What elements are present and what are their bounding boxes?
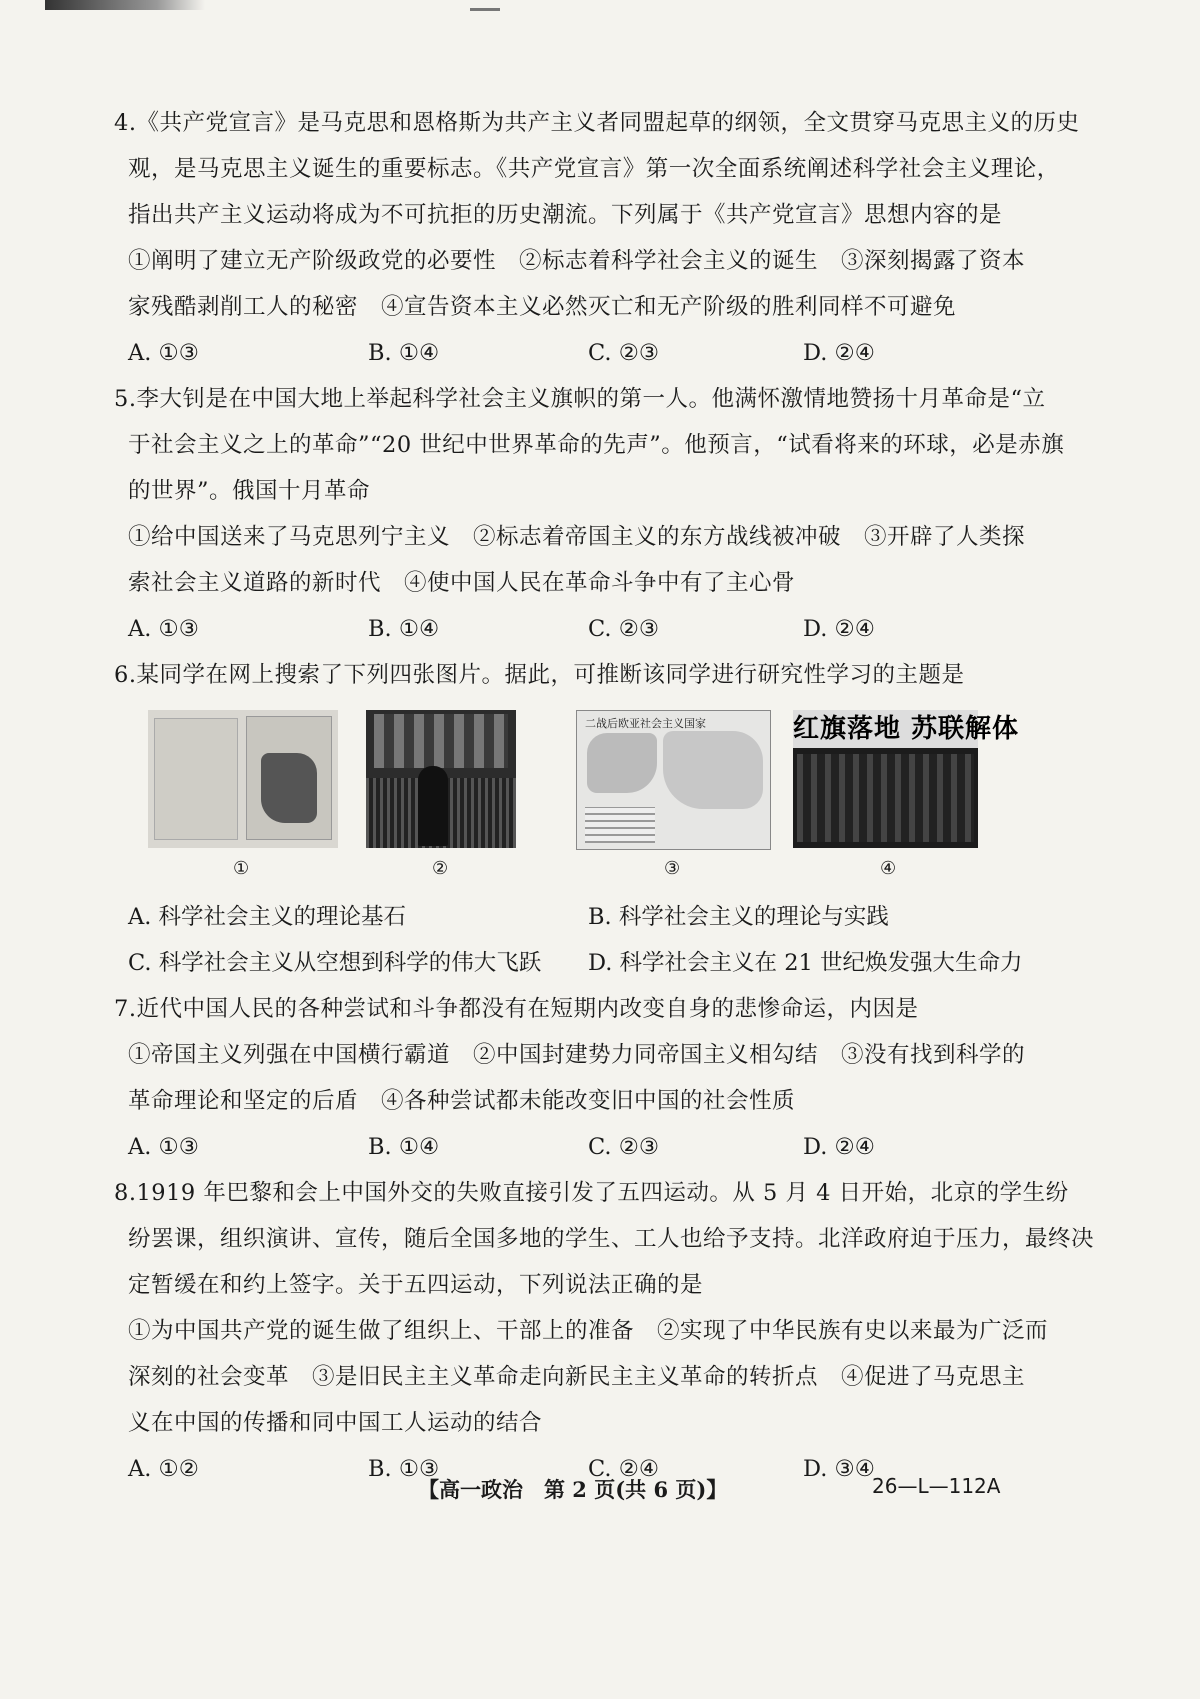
option-a: A. ①② <box>128 1456 199 1482</box>
question-5 <box>114 376 1128 652</box>
option-c: C. ②③ <box>588 340 660 366</box>
question-text: 8.1919 年巴黎和会上中国外交的失败直接引发了五四运动。从 5 月 4 日开始，北京的学生纷 <box>114 1180 1069 1206</box>
question-text: 索社会主义道路的新时代 ④使中国人民在革命斗争中有了主心骨 <box>128 570 796 596</box>
lenin-speech-photo <box>366 710 516 848</box>
option-b: B. 科学社会主义的理论与实践 <box>588 904 889 930</box>
option-b: B. ①③ <box>368 1456 440 1482</box>
question-text: ①阐明了建立无产阶级政党的必要性 ②标志着科学社会主义的诞生 ③深刻揭露了资本 <box>128 248 1026 274</box>
question-text: 家残酷剥削工人的秘密 ④宣告资本主义必然灭亡和无产阶级的胜利同样不可避免 <box>128 294 957 320</box>
scan-edge-mark <box>470 8 500 11</box>
exam-page <box>114 100 1128 1502</box>
option-d: D. ②④ <box>803 616 875 642</box>
question-text: 5.李大钊是在中国大地上举起科学社会主义旗帜的第一人。他满怀激情地赞扬十月革命是“立 <box>114 386 1046 412</box>
question-text: 4.《共产党宣言》是马克思和恩格斯为共产主义者同盟起草的纲领，全文贯穿马克思主义的历史 <box>114 110 1080 136</box>
question-text: 观，是马克思主义诞生的重要标志。《共产党宣言》第一次全面系统阐述科学社会主义理论， <box>128 156 1060 182</box>
question-text: 6.某同学在网上搜索了下列四张图片。据此，可推断该同学进行研究性学习的主题是 <box>114 662 965 688</box>
option-b: B. ①④ <box>368 340 440 366</box>
question-text: ①帝国主义列强在中国横行霸道 ②中国封建势力同帝国主义相勾结 ③没有找到科学的 <box>128 1042 1026 1068</box>
question-text: 革命理论和坚定的后盾 ④各种尝试都未能改变旧中国的社会性质 <box>128 1088 796 1114</box>
speaker-figure <box>418 766 448 846</box>
map-title: 二战后欧亚社会主义国家 <box>585 717 706 730</box>
photo-headline: 红旗落地 苏联解体 <box>793 710 978 748</box>
question-text: 7.近代中国人民的各种尝试和斗争都没有在短期内改变自身的悲惨命运，内因是 <box>114 996 919 1022</box>
question-8 <box>114 1170 1128 1492</box>
answer-options <box>128 606 1128 652</box>
question-text: 于社会主义之上的革命”“20 世纪中世界革命的先声”。他预言，“试看将来的环球，必是赤旗 <box>128 432 1065 458</box>
question-4 <box>114 100 1128 376</box>
answer-options <box>128 894 1128 940</box>
answer-options <box>128 940 1128 986</box>
option-a: A. ①③ <box>128 340 199 366</box>
scan-edge-mark <box>45 0 205 10</box>
question-images <box>128 710 1128 888</box>
question-6 <box>114 652 1128 986</box>
answer-options <box>128 1124 1128 1170</box>
option-b: B. ①④ <box>368 616 440 642</box>
image-caption: ② <box>432 858 449 879</box>
answer-options <box>128 330 1128 376</box>
map-legend <box>585 807 655 843</box>
question-text: ①为中国共产党的诞生做了组织上、干部上的准备 ②实现了中华民族有史以来最为广泛而 <box>128 1318 1049 1344</box>
question-text: 定暂缓在和约上签字。关于五四运动，下列说法正确的是 <box>128 1272 704 1298</box>
question-text: ①给中国送来了马克思列宁主义 ②标志着帝国主义的东方战线被冲破 ③开辟了人类探 <box>128 524 1026 550</box>
photo-scene <box>797 754 974 842</box>
question-7 <box>114 986 1128 1170</box>
option-c: C. ②④ <box>588 1456 660 1482</box>
page-number-label: 【高一政治 第 2 页(共 6 页)】 <box>418 1477 728 1502</box>
option-d: D. 科学社会主义在 21 世纪焕发强大生命力 <box>588 950 1023 976</box>
image-caption: ① <box>233 858 250 879</box>
question-text: 纷罢课，组织演讲、宣传，随后全国多地的学生、工人也给予支持。北洋政府迫于压力，最终决 <box>128 1226 1095 1252</box>
question-text: 深刻的社会变革 ③是旧民主主义革命走向新民主主义革命的转折点 ④促进了马克思主 <box>128 1364 1026 1390</box>
option-a: A. 科学社会主义的理论基石 <box>128 904 407 930</box>
option-a: A. ①③ <box>128 1134 199 1160</box>
option-c: C. ②③ <box>588 1134 660 1160</box>
option-c: C. 科学社会主义从空想到科学的伟大飞跃 <box>128 950 542 976</box>
building-arches <box>374 714 508 768</box>
question-text: 指出共产主义运动将成为不可抗拒的历史潮流。下列属于《共产党宣言》思想内容的是 <box>128 202 1003 228</box>
option-d: D. ③④ <box>803 1456 875 1482</box>
option-d: D. ②④ <box>803 340 875 366</box>
book-page <box>154 718 238 840</box>
question-text: 义在中国的传播和同中国工人运动的结合 <box>128 1410 543 1436</box>
socialist-countries-map <box>576 710 771 850</box>
page-footer <box>128 1474 1128 1514</box>
book-cover <box>246 716 332 840</box>
map-landmass <box>663 731 763 809</box>
option-a: A. ①③ <box>128 616 199 642</box>
exam-code: 26—L—112A <box>872 1474 1001 1498</box>
question-text: 的世界”。俄国十月革命 <box>128 478 371 504</box>
manifesto-book-photo <box>148 710 338 848</box>
option-c: C. ②③ <box>588 616 660 642</box>
option-d: D. ②④ <box>803 1134 875 1160</box>
soviet-dissolution-photo <box>793 710 1020 848</box>
image-caption: ③ <box>664 858 681 879</box>
map-landmass <box>587 733 657 793</box>
option-b: B. ①④ <box>368 1134 440 1160</box>
image-caption: ④ <box>880 858 897 879</box>
